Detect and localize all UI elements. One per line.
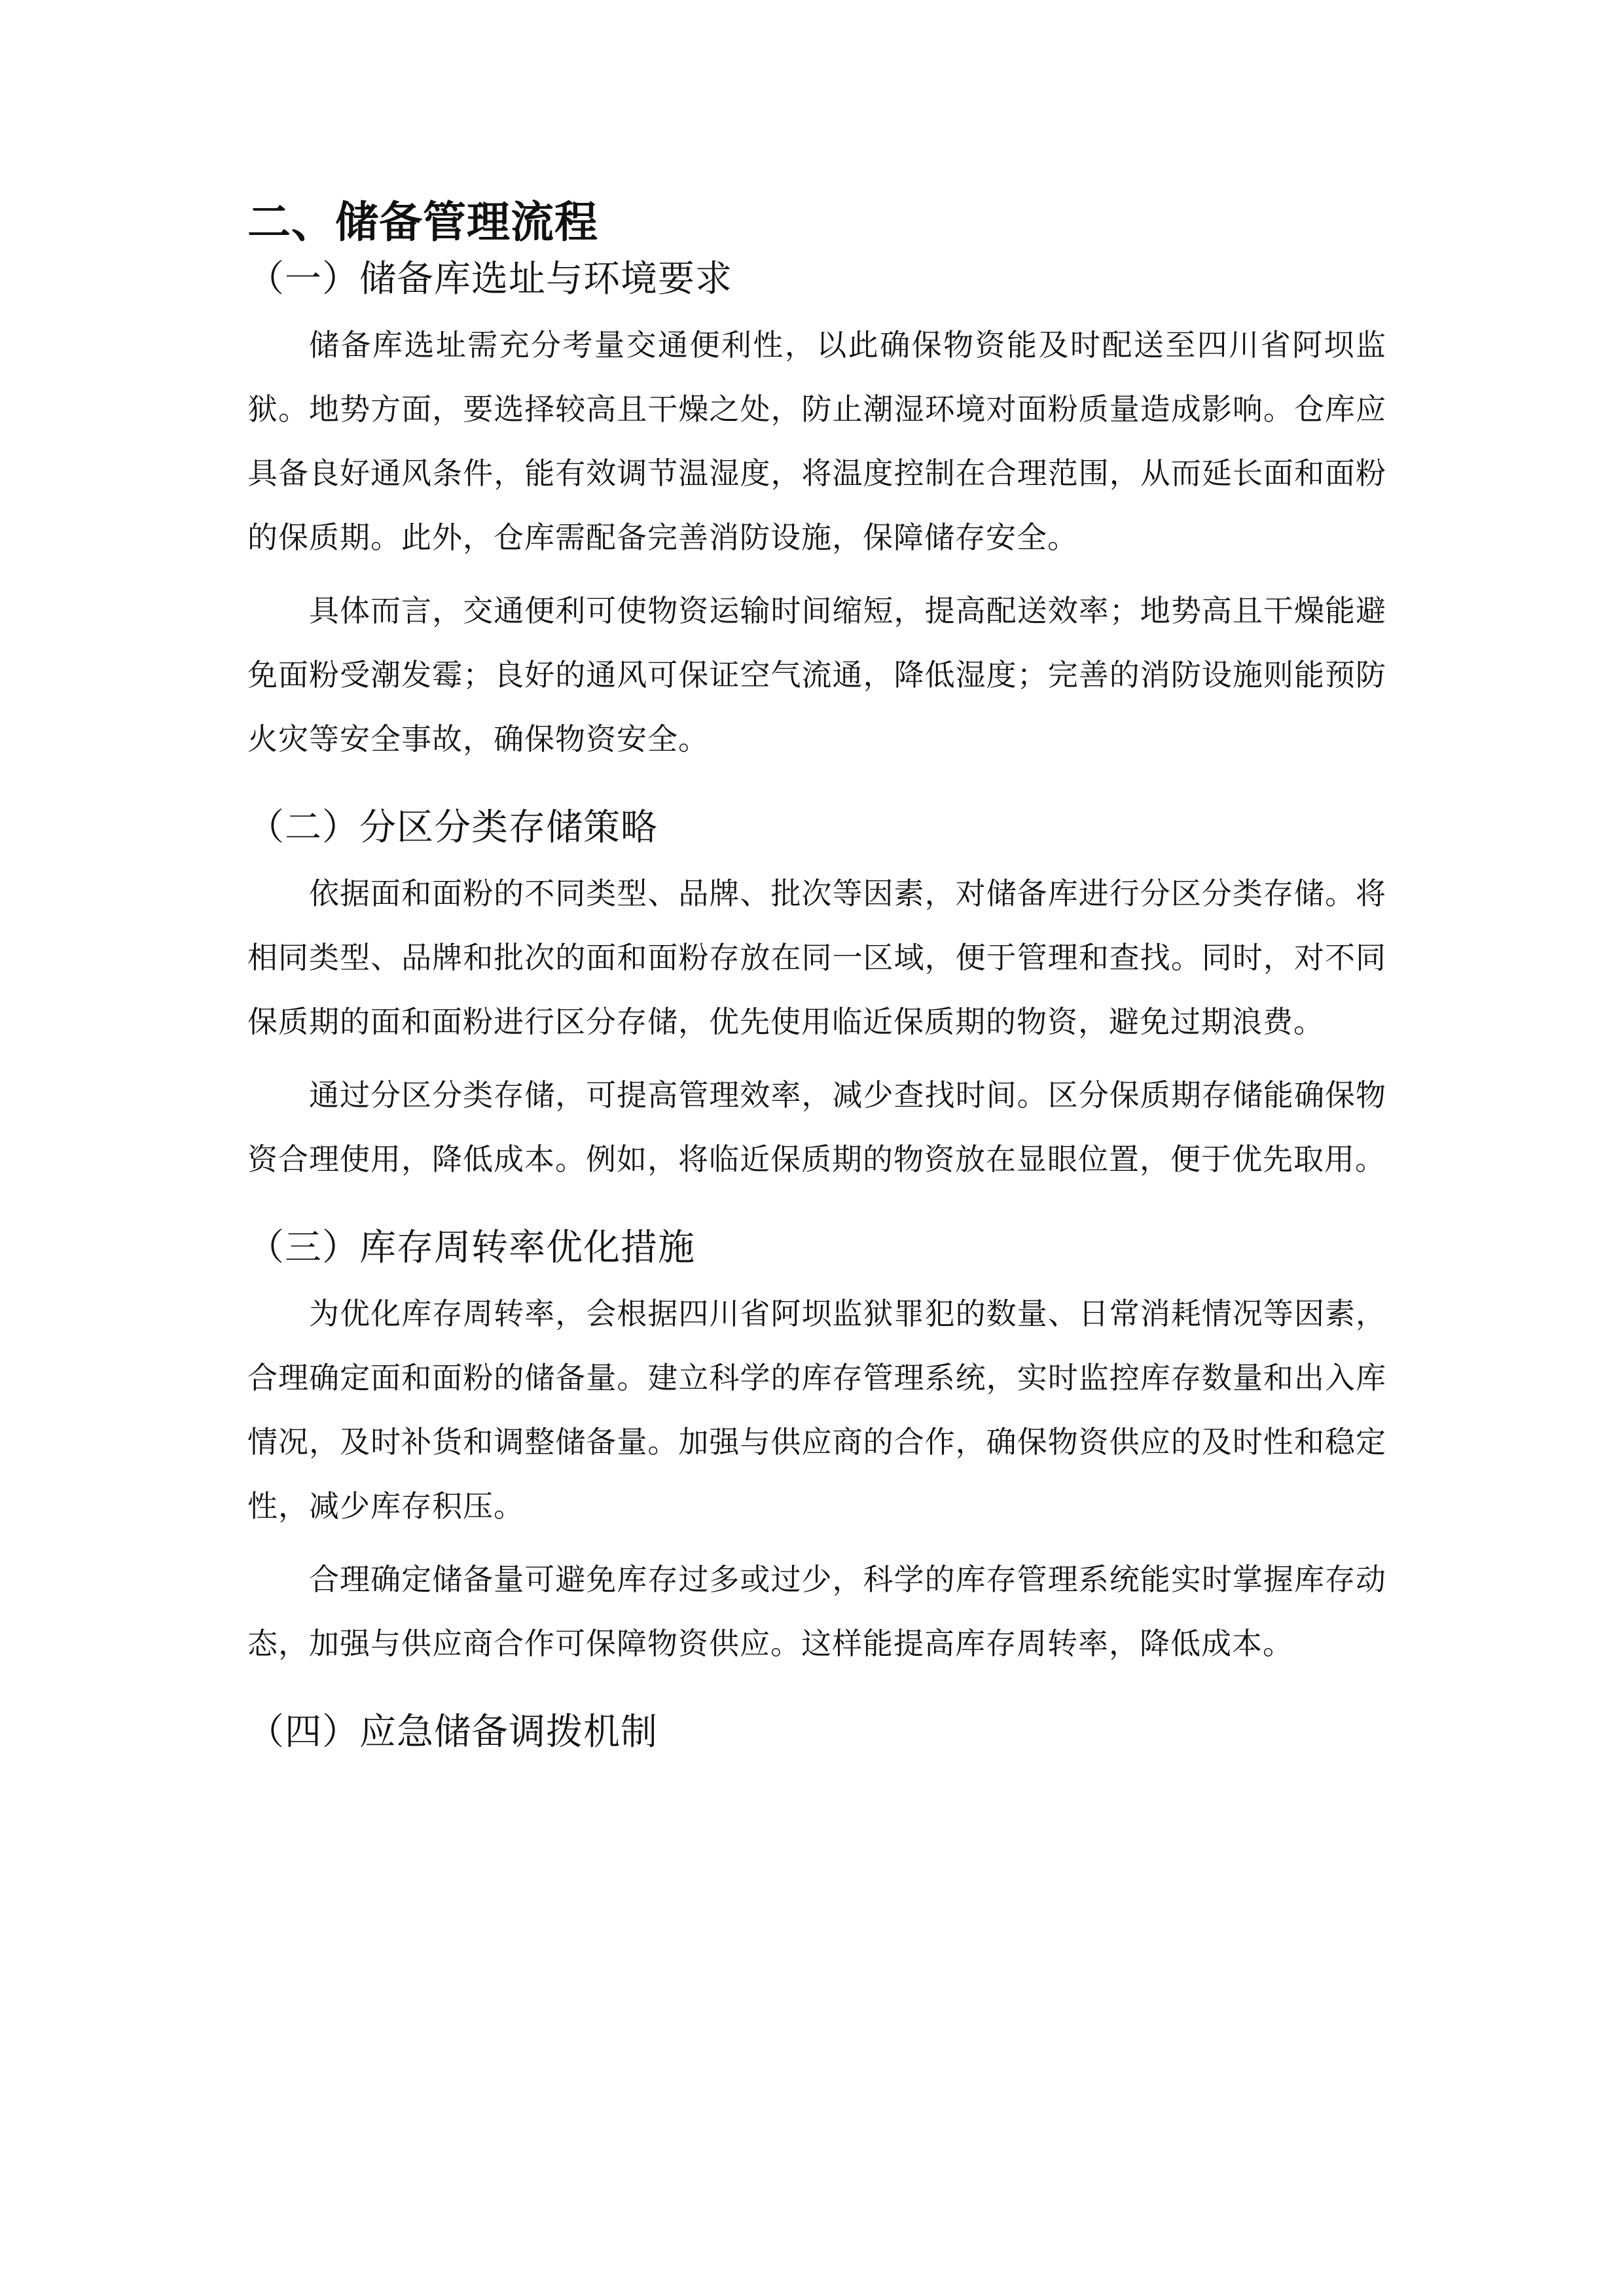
subsection-title-2: （二）分区分类存储策略 (247, 806, 658, 849)
paragraph: 储备库选址需充分考量交通便利性，以此确保物资能及时配送至四川省阿坝监狱。地势方面，要选择较高且干燥之处，防止潮湿环境对面粉质量造成影响。仓库应具备良好通风条件，能有效调节温湿度，将温度控制在合理范围，从而延长面和面粉的保质期。此外，仓库需配备完善消防设施，保障储存安全。 (247, 327, 1386, 555)
paragraph: 依据面和面粉的不同类型、品牌、批次等因素，对储备库进行分区分类存储。将相同类型、品牌和批次的面和面粉存放在同一区域，便于管理和查找。同时，对不同保质期的面和面粉进行区分存储，优先使用临近保质期的物资，避免过期浪费。 (247, 876, 1386, 1039)
paragraph: 合理确定储备量可避免库存过多或过少，科学的库存管理系统能实时掌握库存动态，加强与供应商合作可保障物资供应。这样能提高库存周转率，降低成本。 (247, 1562, 1386, 1661)
paragraph: 具体而言，交通便利可使物资运输时间缩短，提高配送效率；地势高且干燥能避免面粉受潮发霉；良好的通风可保证空气流通，降低湿度；完善的消防设施则能预防火灾等安全事故，确保物资安全。 (247, 593, 1386, 757)
section-heading: 二、储备管理流程 (247, 197, 598, 247)
subsection-title-3: （三）库存周转率优化措施 (247, 1227, 695, 1269)
paragraph: 为优化库存周转率，会根据四川省阿坝监狱罪犯的数量、日常消耗情况等因素，合理确定面和面粉的储备量。建立科学的库存管理系统，实时监控库存数量和出入库情况，及时补货和调整储备量。加强与供应商的合作，确保物资供应的及时性和稳定性，减少库存积压。 (247, 1296, 1386, 1524)
document-content (247, 196, 1386, 1766)
paragraph: 通过分区分类存储，可提高管理效率，减少查找时间。区分保质期存储能确保物资合理使用，降低成本。例如，将临近保质期的物资放在显眼位置，便于优先取用。 (247, 1077, 1386, 1177)
subsection-title-4: （四）应急储备调拨机制 (247, 1711, 658, 1753)
subsection-title-1: （一）储备库选址与环境要求 (247, 258, 732, 300)
